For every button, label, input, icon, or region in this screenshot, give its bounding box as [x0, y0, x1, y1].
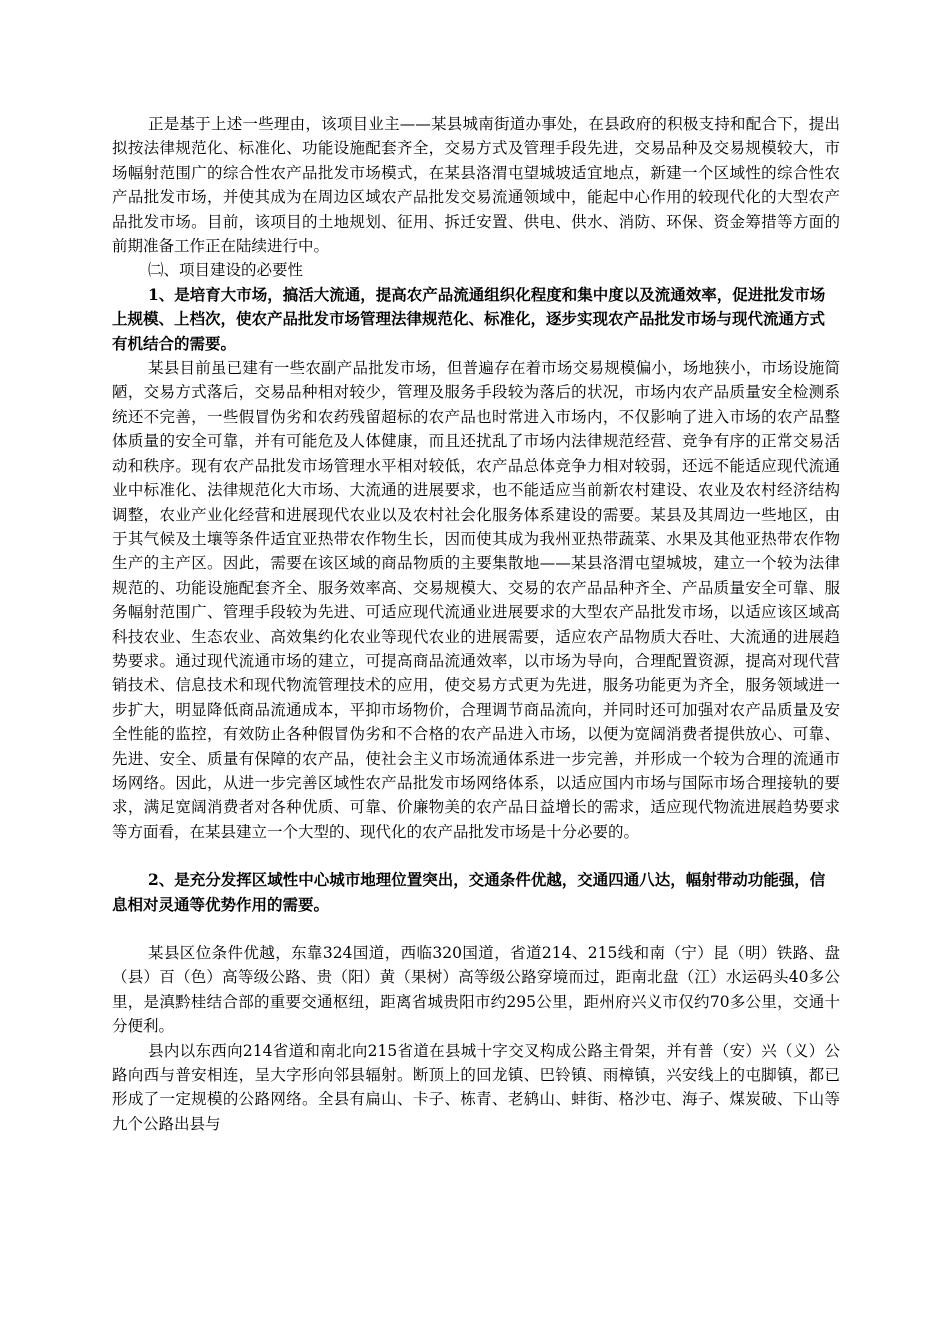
point-1-heading: 1、是培育大市场，搞活大流通，提高农产品流通组织化程度和集中度以及流通效率，促进批发市场上规模、上档次，使农产品批发市场管理法律规范化、标准化，逐步实现农产品批发市场与现代流通方式有机结合的需要。 — [112, 284, 826, 353]
paragraph-road-network: 县内以东西向214省道和南北向215省道在县城十字交叉构成公路主骨架，并有普（安）兴（义）公路向西与普安相连，呈大字形向邻县辐射。断顶上的回龙镇、巴铃镇、雨樟镇，兴安线上的屯脚镇，都已形成了一定规模的公路网络。全县有扁山、卡子、栋青、老鸫山、蚌街、格沙屯、海子、煤炭破、下山等九个公路出县与 — [112, 1041, 840, 1133]
document-page — [112, 112, 840, 1136]
spacer — [112, 917, 840, 941]
section-heading-necessity: ㈡、项目建设的必要性 — [148, 261, 304, 280]
paragraph-location: 某县区位条件优越，东靠324国道，西临320国道，省道214、215线和南（宁）昆（明）铁路、盘（县）百（色）高等级公路、贵（阳）黄（果树）高等级公路穿境而过，距南北盘（江）水运码头40多公里，是滇黔桂结合部的重要交通枢纽，距离省城贵阳市约295公里，距州府兴义市仅约70多公里，交通十分便利。 — [112, 944, 840, 1036]
point-2-heading: 2、是充分发挥区域性中心城市地理位置突出，交通条件优越，交通四通八达，幅射带动功能强，信息相对灵通等优势作用的需要。 — [112, 870, 826, 914]
paragraph-market-status: 某县目前虽已建有一些农副产品批发市场，但普遍存在着市场交易规模偏小，场地狭小，市场设施简陋，交易方式落后，交易品种相对较少，管理及服务手段较为落后的状况，市场内农产品质量安全检测系统还不完善，一些假冒伪劣和农药残留超标的农产品也时常进入市场内，不仅影响了进入市场的农产品整体质量的安全可靠，并有可能危及人体健康，而且还扰乱了市场内法律规范经营、竞争有序的正常交易活动和秩序。现有农产品批发市场管理水平相对较低，农产品总体竞争力相对较弱，还远不能适应现代流通业中标准化、法律规范化大市场、大流通的进展要求，也不能适应当前新农村建设、农业及农村经济结构调整，农业产业化经营和进展现代农业以及农村社会化服务体系建设的需要。某县及其周边一些地区，由于其气候及土壤等条件适宜亚热带农作物生长，因而使其成为我州亚热带蔬菜、水果及其他亚热带农作物生产的主产区。因此，需要在该区域的商品物质的主要集散地——某县洛渭屯望城坡，建立一个较为法律规范的、功能设施配套齐全、服务效率高、交易规模大、交易的农产品品种齐全、产品质量安全可靠、服务幅射范围广、管理手段较为先进、可适应现代流通业进展要求的大型农产品批发市场，以适应该区域高科技农业、生态农业、高效集约化农业等现代农业的进展需要，适应农产品物质大吞吐、大流通的进展趋势要求。通过现代流通市场的建立，可提高商品流通效率，以市场为导向，合理配置资源，提高对现代营销技术、信息技术和现代物流管理技术的应用，使交易方式更为先进，服务功能更为齐全，服务领域进一步扩大，明显降低商品流通成本，平抑市场物价，合理调节商品流向，并同时还可加强对农产品质量及安全性能的监控，有效防止各种假冒伪劣和不合格的农产品进入市场，以便为宽阔消费者提供放心、可靠、先进、安全、质量有保障的农产品，使社会主义市场流通体系进一步完善，并形成一个较为合理的流通市场网络。因此，从进一步完善区域性农产品批发市场网络体系，以适应国内市场与国际市场合理接轨的要求，满足宽阔消费者对各种优质、可靠、价廉物美的农产品日益增长的需求，适应现代物流进展趋势要求等方面看，在某县建立一个大型的、现代化的农产品批发市场是十分必要的。 — [112, 359, 840, 841]
paragraph-project-background: 正是基于上述一些理由，该项目业主——某县城南街道办事处，在县政府的积极支持和配合下，提出拟按法律规范化、标准化、功能设施配套齐全，交易方式及管理手段先进，交易品种及交易规模较大，市场幅射范围广的综合性农产品批发市场模式，在某县洛渭屯望城坡适宜地点，新建一个区域性的综合性农产品批发市场，并使其成为在周边区域农产品批发交易流通领域中，能起中心作用的较现代化的大型农产品批发市场。目前，该项目的土地规划、征用、拆迁安置、供电、供水、消防、环保、资金筹措等方面的前期准备工作正在陆续进行中。 — [112, 115, 840, 256]
spacer — [112, 844, 840, 868]
